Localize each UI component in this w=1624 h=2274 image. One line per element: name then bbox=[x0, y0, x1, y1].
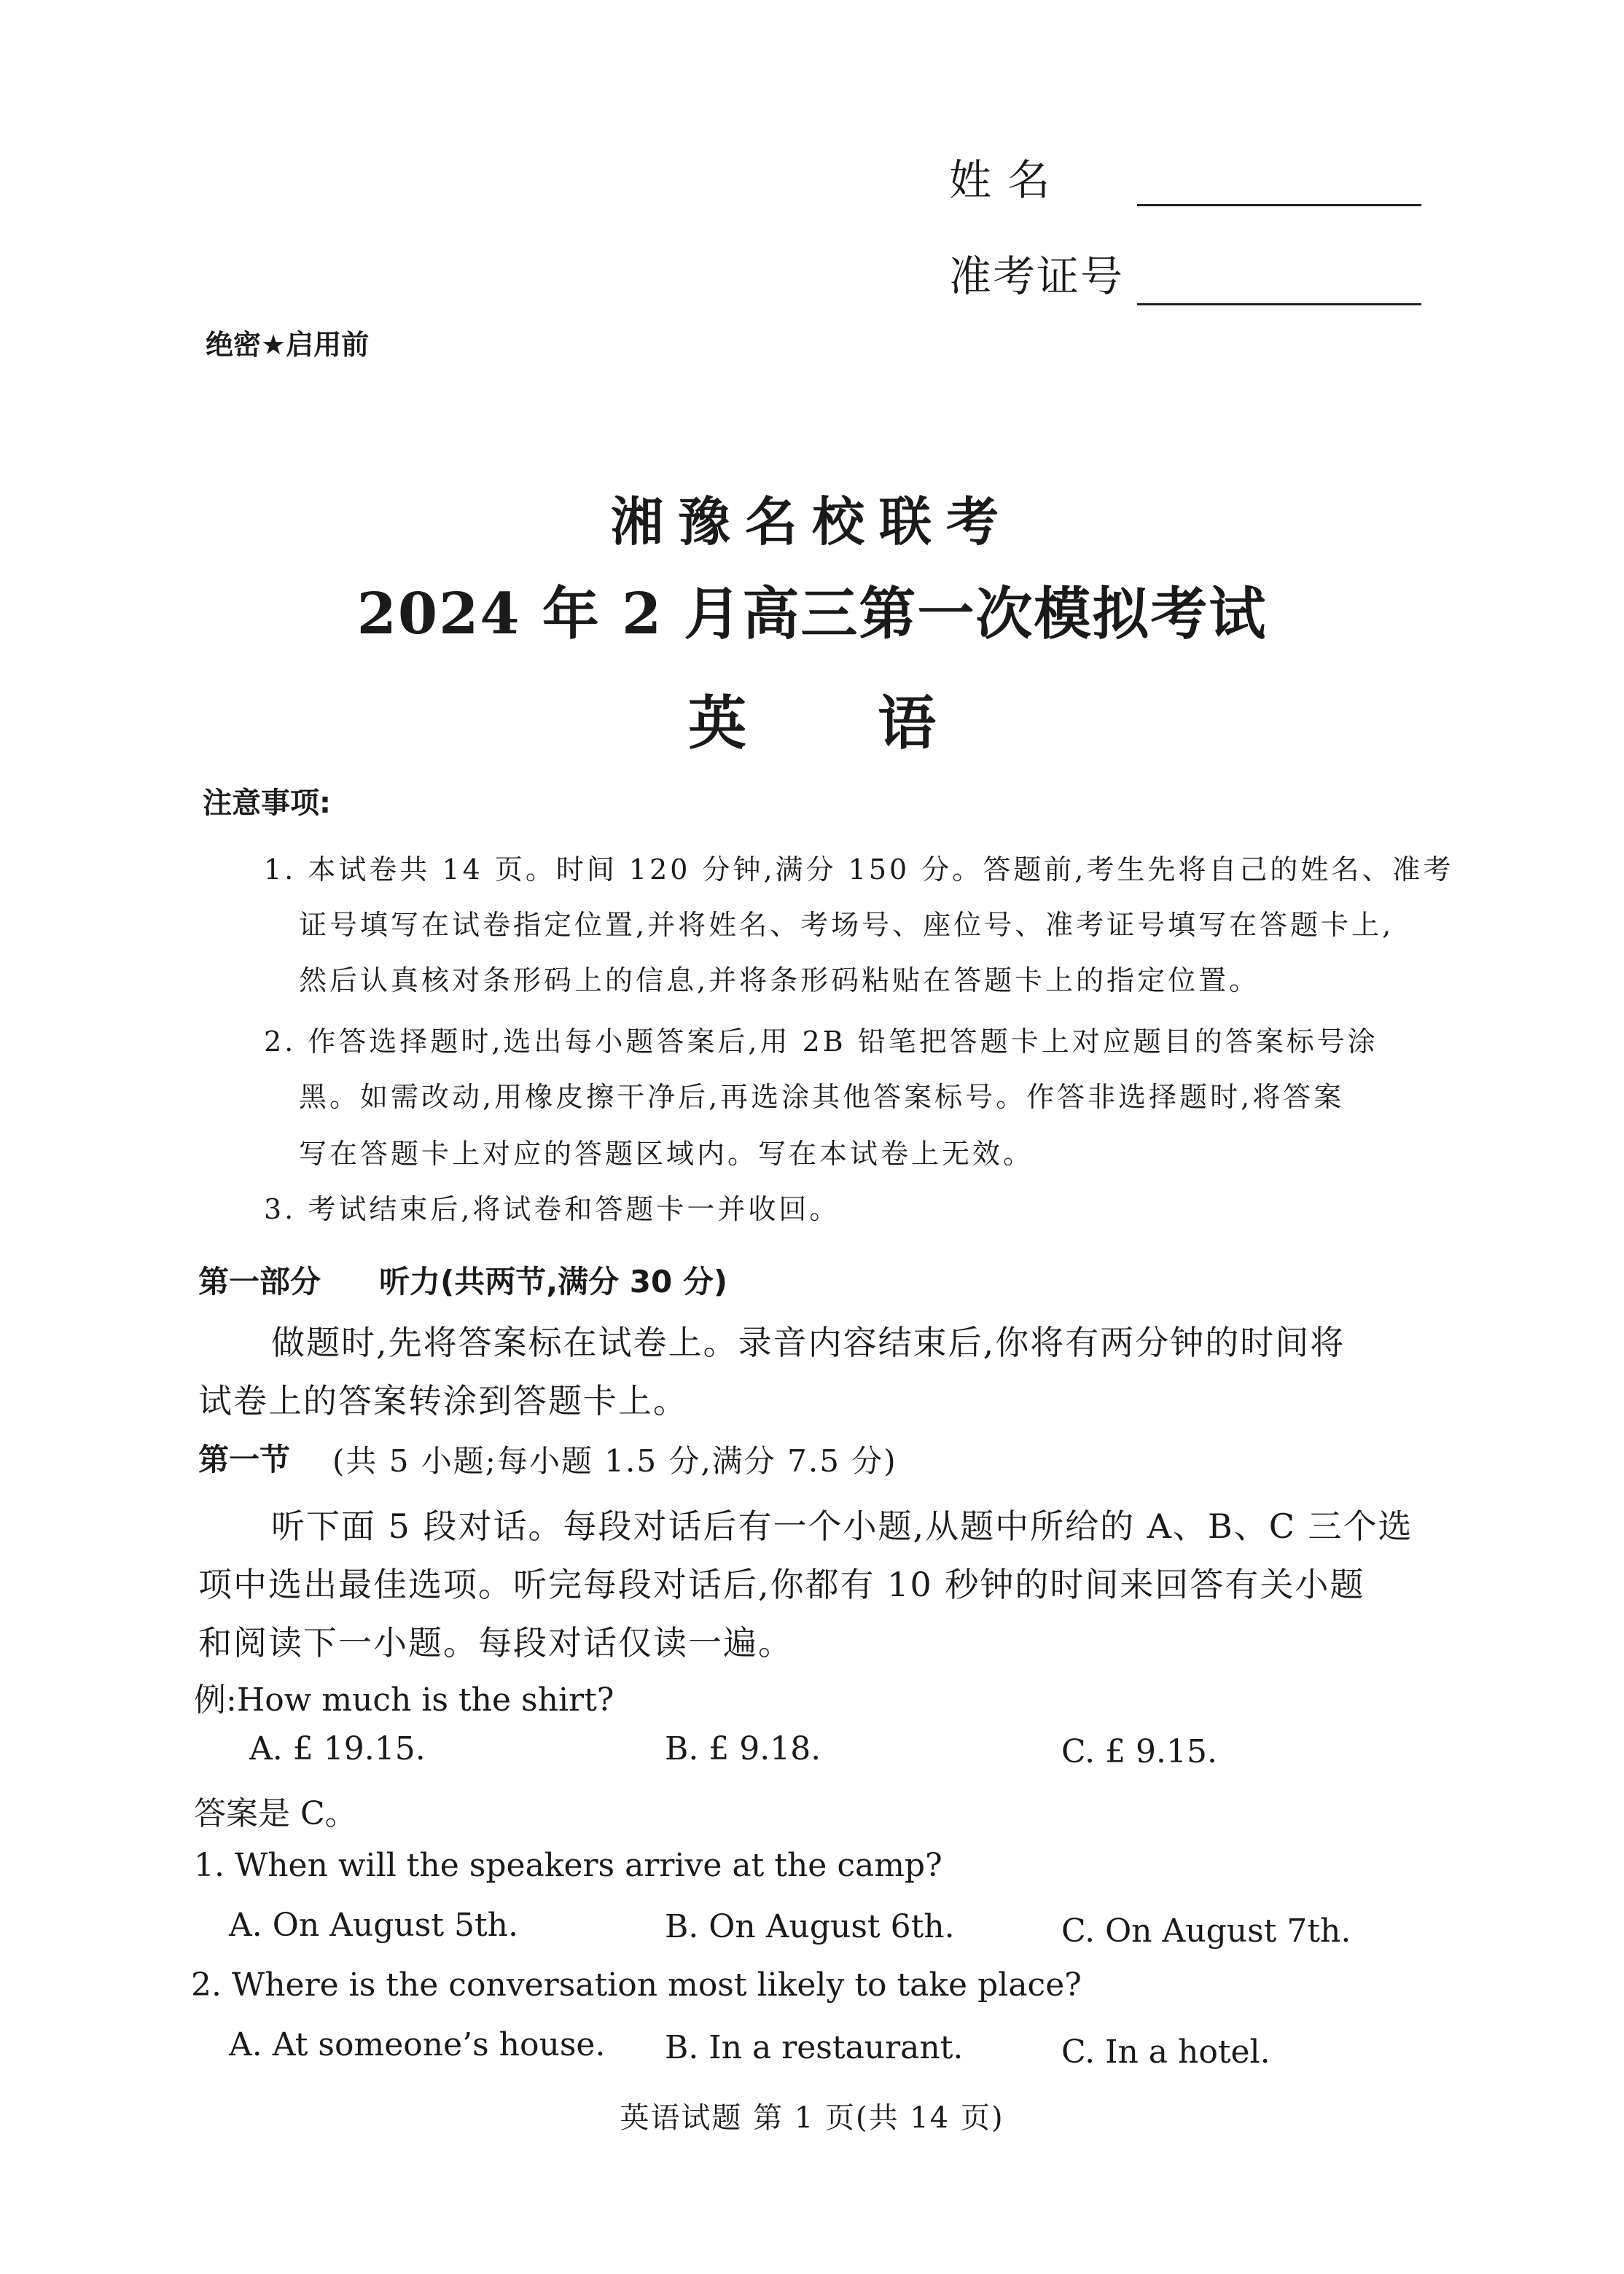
section1-detail: (共 5 小题;每小题 1.5 分,满分 7.5 分) bbox=[332, 1443, 897, 1479]
name-label: 姓 名 bbox=[949, 155, 1052, 205]
q2-option-a: A. At someone’s house. bbox=[229, 2026, 606, 2063]
example-question: 例:How much is the shirt? bbox=[194, 1681, 614, 1719]
note-line: 证号填写在试卷指定位置,并将姓名、考场号、座位号、准考证号填写在答题卡上, bbox=[299, 909, 1394, 941]
exam-id-line bbox=[1137, 303, 1421, 305]
part1-instruction: 试卷上的答案转涂到答题卡上。 bbox=[198, 1381, 688, 1421]
page-footer: 英语试题 第 1 页(共 14 页) bbox=[620, 2101, 1004, 2135]
note-line: 2. 作答选择题时,选出每小题答案后,用 2B 铅笔把答题卡上对应题目的答案标号涂 bbox=[264, 1025, 1378, 1058]
section1-instruction: 项中选出最佳选项。听完每段对话后,你都有 10 秒钟的时间来回答有关小题 bbox=[198, 1565, 1365, 1604]
part1-heading-detail: 听力(共两节,满分 30 分) bbox=[379, 1264, 728, 1300]
note-line: 1. 本试卷共 14 页。时间 120 分钟,满分 150 分。答题前,考生先将自己的姓名、准考 bbox=[264, 853, 1454, 886]
exam-title-line1: 湘豫名校联考 bbox=[610, 491, 1013, 552]
section1-instruction: 听下面 5 段对话。每段对话后有一个小题,从题中所给的 A、B、C 三个选 bbox=[271, 1507, 1413, 1546]
example-option-b: B. £ 9.18. bbox=[665, 1730, 821, 1767]
q2-option-c: C. In a hotel. bbox=[1061, 2033, 1270, 2071]
note-line: 黑。如需改动,用橡皮擦干净后,再选涂其他答案标号。作答非选择题时,将答案 bbox=[299, 1081, 1345, 1113]
part1-heading: 第一部分 bbox=[198, 1264, 321, 1300]
example-option-a: A. £ 19.15. bbox=[249, 1730, 426, 1767]
name-line bbox=[1137, 204, 1421, 206]
notes-heading: 注意事项: bbox=[203, 786, 331, 820]
exam-title-line2: 2024 年 2 月高三第一次模拟考试 bbox=[356, 581, 1268, 647]
q2-option-b: B. In a restaurant. bbox=[665, 2029, 964, 2066]
subject-title: 英语 bbox=[688, 689, 1067, 757]
note-line: 然后认真核对条形码上的信息,并将条形码粘贴在答题卡上的指定位置。 bbox=[299, 964, 1260, 996]
note-line: 3. 考试结束后,将试卷和答题卡一并收回。 bbox=[264, 1193, 840, 1225]
part1-instruction: 做题时,先将答案标在试卷上。录音内容结束后,你将有两分钟的时间将 bbox=[271, 1323, 1346, 1362]
section1-heading: 第一节 bbox=[198, 1442, 291, 1477]
question-1: 1. When will the speakers arrive at the camp? bbox=[194, 1847, 942, 1884]
q1-option-c: C. On August 7th. bbox=[1061, 1912, 1351, 1950]
note-line: 写在答题卡上对应的答题区域内。写在本试卷上无效。 bbox=[299, 1138, 1034, 1170]
question-2: 2. Where is the conversation most likely to take place? bbox=[191, 1966, 1082, 2004]
example-answer: 答案是 C。 bbox=[194, 1795, 357, 1832]
exam-id-label: 准考证号 bbox=[949, 251, 1125, 301]
q1-option-a: A. On August 5th. bbox=[229, 1907, 519, 1944]
confidential-mark: 绝密★启用前 bbox=[206, 329, 370, 361]
example-option-c: C. £ 9.15. bbox=[1061, 1733, 1218, 1770]
q1-option-b: B. On August 6th. bbox=[665, 1908, 955, 1945]
section1-instruction: 和阅读下一小题。每段对话仅读一遍。 bbox=[198, 1623, 793, 1662]
